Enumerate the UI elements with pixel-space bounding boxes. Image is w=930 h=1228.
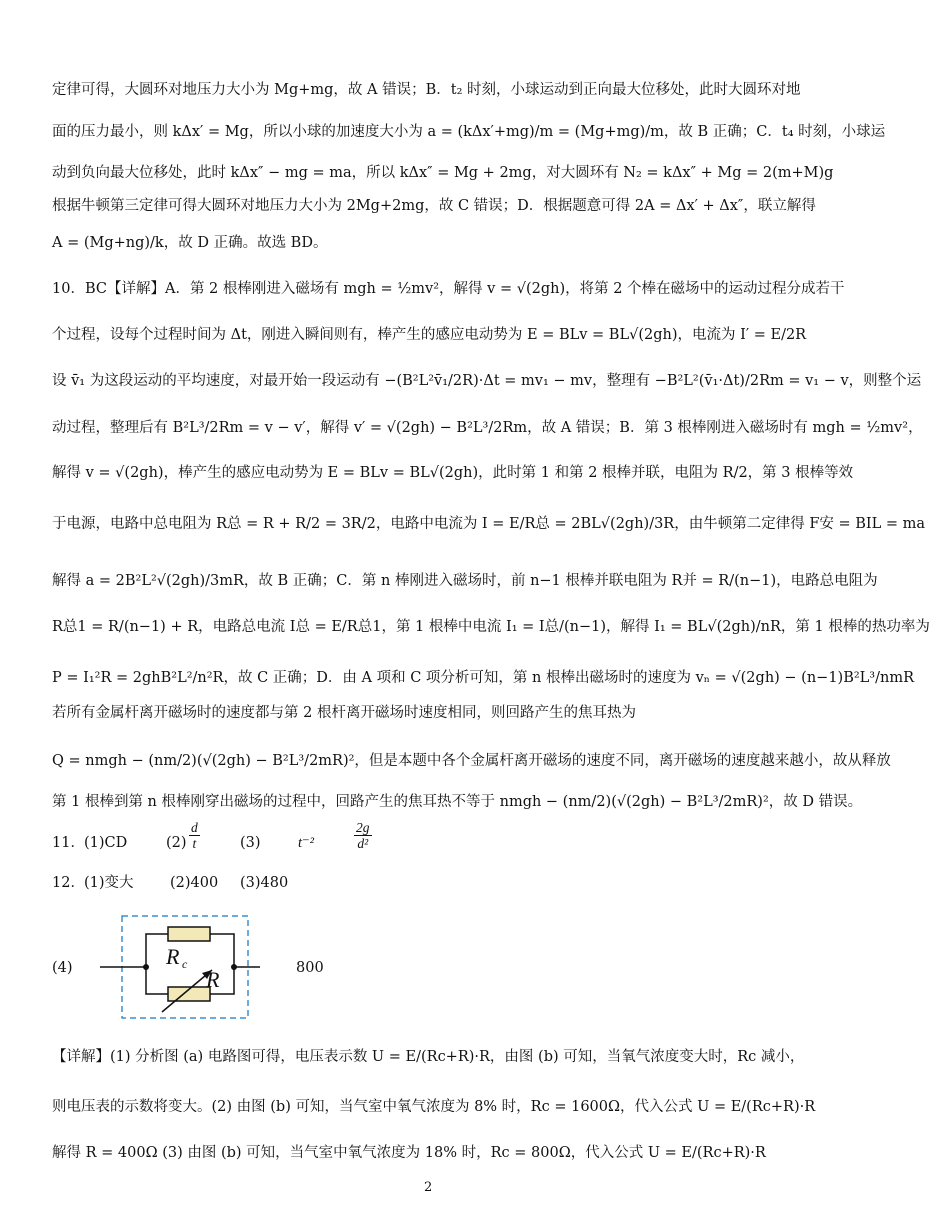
q11-label: 11． bbox=[52, 835, 85, 851]
q11-answer-4-fraction bbox=[352, 820, 374, 851]
text-line: 面的压力最小，则 kΔx′ = Mg，所以小球的加速度大小为 a = (kΔx′+mg)/m = (Mg+mg)/m，故 B 正确；C．t₄ 时刻，小球运 bbox=[52, 124, 886, 140]
q12-answer-2: (2)400 bbox=[170, 875, 219, 891]
text-line: 动到负向最大位移处，此时 kΔx″ − mg = ma，所以 kΔx″ = Mg + 2mg，对大圆环有 N₂ = kΔx″ + Mg = 2(m+M)g bbox=[52, 165, 834, 181]
q12-answer-4-value: 800 bbox=[296, 960, 324, 976]
text-line: 解得 a = 2B²L²√(2gh)/3mR，故 B 正确；C．第 n 棒刚进入磁场时，前 n−1 根棒并联电阻为 R并 = R/(n−1)，电路总电阻为 bbox=[52, 573, 878, 589]
text-line: 10．BC【详解】A．第 2 根棒刚进入磁场有 mgh = ½mv²，解得 v = √(2gh)，将第 2 个棒在磁场中的运动过程分成若干 bbox=[52, 281, 845, 297]
label-rc: R bbox=[166, 944, 180, 969]
circuit-diagram bbox=[100, 912, 270, 1022]
label-rc-subscript: c bbox=[182, 957, 188, 971]
junction-left bbox=[143, 964, 149, 970]
text-line: 于电源，电路中总电阻为 R总 = R + R/2 = 3R/2，电路中电流为 I = E/R总 = 2BL√(2gh)/3R，由牛顿第二定律得 F安 = BIL = ma bbox=[52, 516, 926, 532]
fraction-numerator: d bbox=[191, 820, 198, 835]
q12-answer-1: (1)变大 bbox=[84, 875, 134, 891]
detail-line: 【详解】(1) 分析图 (a) 电路图可得，电压表示数 U = E/(Rc+R)·R，由图 (b) 可知，当氧气浓度变大时，Rc 减小， bbox=[52, 1049, 805, 1065]
text-line: Q = nmgh − (nm/2)(√(2gh) − B²L³/2mR)²，但是本题中各个金属杆离开磁场的速度不同，离开磁场的速度越来越小，故从释放 bbox=[52, 753, 891, 769]
q11-answer-3-value: t⁻² bbox=[298, 835, 315, 851]
text-line: 定律可得，大圆环对地压力大小为 Mg+mg，故 A 错误；B．t₂ 时刻，小球运动到正向最大位移处，此时大圆环对地 bbox=[52, 82, 801, 98]
q11-answer-2-label: (2) bbox=[166, 835, 187, 851]
q11-answer-2-fraction bbox=[187, 820, 202, 851]
page-number: 2 bbox=[424, 1180, 433, 1195]
text-line: 第 1 根棒到第 n 根棒刚穿出磁场的过程中，回路产生的焦耳热不等于 nmgh − (nm/2)(√(2gh) − B²L³/2mR)²，故 D 错误。 bbox=[52, 794, 863, 810]
detail-line: 解得 R = 400Ω (3) 由图 (b) 可知，当气室中氧气浓度为 18% 时，Rc = 800Ω，代入公式 U = E/(Rc+R)·R bbox=[52, 1145, 766, 1161]
text-line: 个过程，设每个过程时间为 Δt，刚进入瞬间则有，棒产生的感应电动势为 E = BLv = BL√(2gh)，电流为 I′ = E/2R bbox=[52, 327, 807, 343]
text-line: 设 v̄₁ 为这段运动的平均速度，对最开始一段运动有 −(B²L²v̄₁/2R)·Δt = mv₁ − mv，整理有 −B²L²(v̄₁·Δt)/2Rm = v₁ − v，则整个运 bbox=[52, 373, 922, 389]
fraction-denominator: d² bbox=[357, 836, 369, 851]
q11-answer-1: (1)CD bbox=[84, 835, 128, 851]
text-line: 根据牛顿第三定律可得大圆环对地压力大小为 2Mg+2mg，故 C 错误；D．根据题意可得 2A = Δx′ + Δx″，联立解得 bbox=[52, 198, 816, 214]
text-line: 解得 v = √(2gh)，棒产生的感应电动势为 E = BLv = BL√(2gh)，此时第 1 和第 2 根棒并联，电阻为 R/2，第 3 根棒等效 bbox=[52, 465, 854, 481]
q11-answer-3-label: (3) bbox=[240, 835, 261, 851]
fraction-denominator: t bbox=[192, 836, 197, 851]
text-line: 若所有金属杆离开磁场时的速度都与第 2 根杆离开磁场时速度相同，则回路产生的焦耳热为 bbox=[52, 705, 636, 721]
q12-answer-3: (3)480 bbox=[240, 875, 289, 891]
detail-line: 则电压表的示数将变大。(2) 由图 (b) 可知，当气室中氧气浓度为 8% 时，Rc = 1600Ω，代入公式 U = E/(Rc+R)·R bbox=[52, 1099, 816, 1115]
text-line: R总1 = R/(n−1) + R，电路总电流 I总 = E/R总1，第 1 根棒中电流 I₁ = I总/(n−1)，解得 I₁ = BL√(2gh)/nR，第 1 根棒的热功率为 bbox=[52, 619, 930, 635]
q12-label: 12． bbox=[52, 875, 85, 891]
text-line: A = (Mg+ng)/k，故 D 正确。故选 BD。 bbox=[52, 235, 328, 251]
fraction-numerator: 2g bbox=[356, 820, 370, 835]
label-r: R bbox=[206, 967, 220, 992]
junction-right bbox=[231, 964, 237, 970]
text-line: 动过程，整理后有 B²L³/2Rm = v − v′，解得 v′ = √(2gh) − B²L³/2Rm，故 A 错误；B．第 3 根棒刚进入磁场时有 mgh = ½mv²， bbox=[52, 420, 923, 436]
text-line: P = I₁²R = 2ghB²L²/n²R，故 C 正确；D．由 A 项和 C 项分析可知，第 n 根棒出磁场时的速度为 vₙ = √(2gh) − (n−1)B²L³/nmR bbox=[52, 670, 915, 686]
resistor-rc bbox=[168, 927, 210, 941]
q12-answer-4-label: (4) bbox=[52, 960, 73, 976]
